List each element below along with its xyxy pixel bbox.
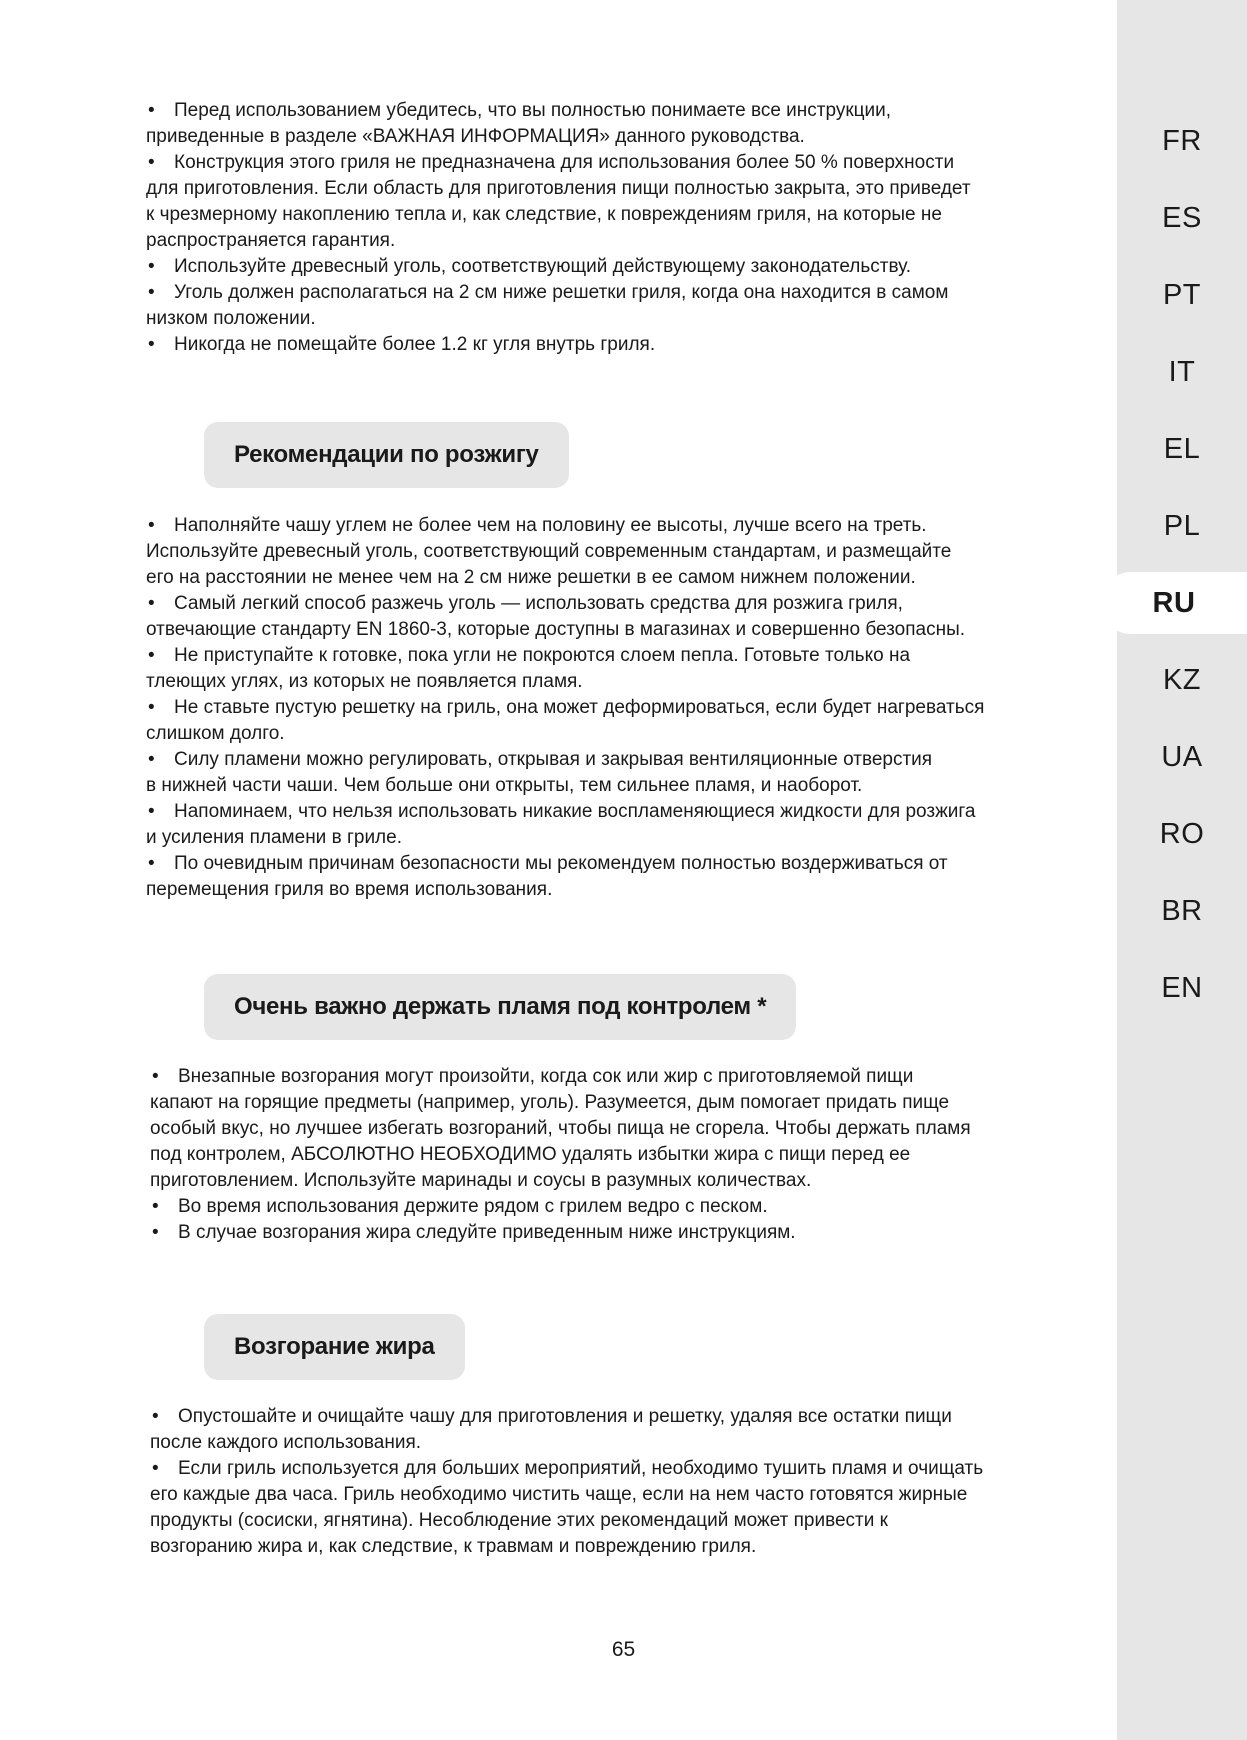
paragraph-line [146, 332, 1056, 358]
paragraph-line [150, 1430, 1060, 1456]
language-tab-ru[interactable]: RU [1101, 572, 1247, 634]
paragraph-text: под контролем, АБСОЛЮТНО НЕОБХОДИМО удалять избытки жира с пищи перед ее [150, 1144, 911, 1165]
bullet-marker: • [148, 334, 155, 355]
ignition-heading: Рекомендации по розжигу [204, 422, 569, 488]
bullet-marker: • [152, 1222, 159, 1243]
paragraph-line [150, 1194, 1060, 1220]
paragraph-line [146, 825, 1056, 851]
bullet-marker: • [152, 1458, 159, 1479]
paragraph-line [150, 1090, 1060, 1116]
paragraph-line [150, 1220, 1060, 1246]
paragraph-text: Никогда не помещайте более 1.2 кг угля внутрь гриля. [174, 334, 656, 355]
flame-control-heading: Очень важно держать пламя под контролем * [204, 974, 796, 1040]
bullet-marker: • [152, 1066, 159, 1087]
paragraph-line [150, 1508, 1060, 1534]
paragraph-line [146, 721, 1056, 747]
paragraph-text: его каждые два часа. Гриль необходимо чистить чаще, если на нем часто готовятся жирные [150, 1484, 968, 1505]
paragraph-text: и усиления пламени в гриле. [146, 827, 402, 848]
paragraph-text: после каждого использования. [150, 1432, 422, 1453]
paragraph-text: тлеющих углях, из которых не появляется пламя. [146, 671, 583, 692]
paragraph-line [146, 617, 1056, 643]
language-tab-kz[interactable]: KZ [1162, 664, 1202, 696]
paragraph-line [146, 150, 1056, 176]
language-tab-ro[interactable]: RO [1159, 818, 1205, 850]
paragraph-text: Во время использования держите рядом с грилем ведро с песком. [178, 1196, 768, 1217]
paragraph-line [150, 1482, 1060, 1508]
paragraph-text: Опустошайте и очищайте чашу для приготовления и решетку, удаляя все остатки пищи [178, 1406, 952, 1427]
paragraph-line [146, 643, 1056, 669]
bullet-marker: • [148, 152, 155, 173]
bullet-marker: • [148, 515, 155, 536]
language-sidebar [1117, 0, 1247, 1740]
paragraph-text: Внезапные возгорания могут произойти, когда сок или жир с приготовляемой пищи [178, 1066, 914, 1087]
paragraph-text: Наполняйте чашу углем не более чем на половину ее высоты, лучше всего на треть. [174, 515, 927, 536]
paragraph-line [146, 202, 1056, 228]
paragraph-text: Напоминаем, что нельзя использовать никакие воспламеняющиеся жидкости для розжига [174, 801, 976, 822]
paragraph-line [146, 513, 1056, 539]
paragraph-line [150, 1456, 1060, 1482]
flame-control-section [150, 1064, 1060, 1246]
paragraph-line [146, 306, 1056, 332]
bullet-marker: • [148, 256, 155, 277]
paragraph-line [150, 1142, 1060, 1168]
paragraph-line [146, 669, 1056, 695]
paragraph-text: распространяется гарантия. [146, 230, 396, 251]
paragraph-line [146, 877, 1056, 903]
bullet-marker: • [148, 749, 155, 770]
flame-control-heading-wrap [146, 974, 796, 1040]
paragraph-line [146, 176, 1056, 202]
bullet-marker: • [148, 801, 155, 822]
paragraph-text: Силу пламени можно регулировать, открывая и закрывая вентиляционные отверстия [174, 749, 933, 770]
paragraph-text: капают на горящие предметы (например, уголь). Разумеется, дым помогает придать пище [150, 1092, 950, 1113]
bullet-marker: • [148, 282, 155, 303]
paragraph-text: его на расстоянии не менее чем на 2 см ниже решетки в ее самом нижнем положении. [146, 567, 916, 588]
paragraph-text: Используйте древесный уголь, соответствующий современным стандартам, и размещайте [146, 541, 952, 562]
paragraph-line [146, 124, 1056, 150]
paragraph-text: в нижней части чаши. Чем больше они открыты, тем сильнее пламя, и наоборот. [146, 775, 863, 796]
language-tab-pt[interactable]: PT [1162, 279, 1202, 311]
paragraph-line [146, 695, 1056, 721]
ignition-heading-wrap [146, 422, 569, 488]
paragraph-text: перемещения гриля во время использования. [146, 879, 553, 900]
paragraph-text: По очевидным причинам безопасности мы рекомендуем полностью воздерживаться от [174, 853, 948, 874]
paragraph-text: В случае возгорания жира следуйте приведенным ниже инструкциям. [178, 1222, 796, 1243]
paragraph-text: Не ставьте пустую решетку на гриль, она может деформироваться, если будет нагреваться [174, 697, 985, 718]
paragraph-line [146, 539, 1056, 565]
intro-section [146, 98, 1056, 358]
paragraph-line [146, 851, 1056, 877]
language-tab-es[interactable]: ES [1162, 202, 1202, 234]
paragraph-line [146, 747, 1056, 773]
paragraph-line [146, 254, 1056, 280]
paragraph-text: отвечающие стандарту EN 1860-3, которые доступны в магазинах и совершенно безопасны. [146, 619, 966, 640]
paragraph-line [146, 280, 1056, 306]
paragraph-text: Используйте древесный уголь, соответствующий действующему законодательству. [174, 256, 911, 277]
language-tab-en[interactable]: EN [1161, 972, 1203, 1004]
paragraph-line [146, 799, 1056, 825]
paragraph-text: продукты (сосиски, ягнятина). Несоблюдение этих рекомендаций может привести к [150, 1510, 888, 1531]
language-tab-ua[interactable]: UA [1161, 741, 1203, 773]
paragraph-line [146, 228, 1056, 254]
ignition-section [146, 513, 1056, 903]
language-tab-br[interactable]: BR [1161, 895, 1203, 927]
bullet-marker: • [148, 100, 155, 121]
language-tab-pl[interactable]: PL [1163, 510, 1201, 542]
paragraph-text: для приготовления. Если область для приготовления пищи полностью закрыта, это приведет [146, 178, 971, 199]
language-tab-fr[interactable]: FR [1162, 125, 1202, 157]
paragraph-line [150, 1116, 1060, 1142]
grease-fire-section [150, 1404, 1060, 1560]
bullet-marker: • [148, 593, 155, 614]
paragraph-line [146, 773, 1056, 799]
bullet-marker: • [152, 1196, 159, 1217]
paragraph-text: особый вкус, но лучшее избегать возгораний, чтобы пища не сгорела. Чтобы держать пламя [150, 1118, 971, 1139]
bullet-marker: • [152, 1406, 159, 1427]
paragraph-text: Если гриль используется для больших мероприятий, необходимо тушить пламя и очищать [178, 1458, 984, 1479]
paragraph-text: к чрезмерному накоплению тепла и, как следствие, к повреждениям гриля, на которые не [146, 204, 942, 225]
paragraph-text: Не приступайте к готовке, пока угли не покроются слоем пепла. Готовьте только на [174, 645, 911, 666]
paragraph-text: приготовлением. Используйте маринады и соусы в разумных количествах. [150, 1170, 812, 1191]
language-tab-it[interactable]: IT [1168, 356, 1196, 388]
paragraph-line [150, 1534, 1060, 1560]
grease-fire-heading-wrap [146, 1314, 465, 1380]
paragraph-line [146, 98, 1056, 124]
grease-fire-heading: Возгорание жира [204, 1314, 465, 1380]
paragraph-text: слишком долго. [146, 723, 285, 744]
paragraph-text: приведенные в разделе «ВАЖНАЯ ИНФОРМАЦИЯ» данного руководства. [146, 126, 805, 147]
paragraph-text: низком положении. [146, 308, 316, 329]
bullet-marker: • [148, 697, 155, 718]
paragraph-line [146, 591, 1056, 617]
paragraph-line [150, 1404, 1060, 1430]
bullet-marker: • [148, 645, 155, 666]
paragraph-text: Уголь должен располагаться на 2 см ниже решетки гриля, когда она находится в самом [174, 282, 949, 303]
page-number: 65 [611, 1638, 636, 1661]
paragraph-line [150, 1064, 1060, 1090]
paragraph-text: Самый легкий способ разжечь уголь — использовать средства для розжига гриля, [174, 593, 903, 614]
paragraph-line [146, 565, 1056, 591]
paragraph-text: Перед использованием убедитесь, что вы полностью понимаете все инструкции, [174, 100, 892, 121]
language-tab-el[interactable]: EL [1163, 433, 1201, 465]
paragraph-text: Конструкция этого гриля не предназначена для использования более 50 % поверхности [174, 152, 955, 173]
bullet-marker: • [148, 853, 155, 874]
paragraph-line [150, 1168, 1060, 1194]
paragraph-text: возгоранию жира и, как следствие, к травмам и повреждению гриля. [150, 1536, 757, 1557]
